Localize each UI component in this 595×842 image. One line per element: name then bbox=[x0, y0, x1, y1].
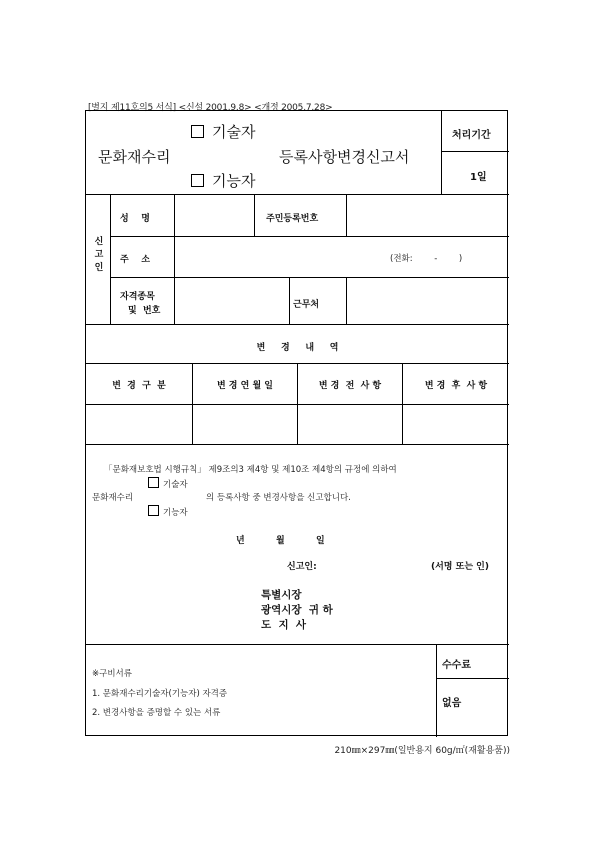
checkbox-icon[interactable] bbox=[191, 174, 204, 187]
declaration-line1: 「문화재보호법 시행규칙」 제9조의3 제4항 및 제10조 제4항의 규정에 의하여 bbox=[104, 465, 397, 475]
required-document-2: 2. 변경사항을 증명할 수 있는 서류 bbox=[92, 708, 221, 718]
change-report-form bbox=[85, 110, 508, 736]
change-details-title: 변 경 내 역 bbox=[256, 343, 339, 353]
recipient-line1: 특별시장 bbox=[261, 589, 302, 601]
processing-period-label: 처리기간 bbox=[452, 130, 491, 141]
qualification-label-2: 및 번호 bbox=[128, 306, 161, 316]
title-option-craftsman[interactable]: 기능자 bbox=[191, 170, 255, 191]
declaration-option-technician[interactable]: 기술자 bbox=[148, 477, 188, 490]
declaration-date: 년 월 일 bbox=[236, 536, 325, 546]
paper-size-note: 210㎜×297㎜(일반용지 60g/㎡(재활용품)) bbox=[334, 746, 510, 756]
before-change-field[interactable] bbox=[298, 405, 401, 443]
after-change-field[interactable] bbox=[403, 405, 508, 443]
after-change-header: 변 경 후 사 항 bbox=[424, 381, 488, 391]
rrn-label: 주민등록번호 bbox=[266, 214, 319, 224]
declaration-prefix: 문화재수리 bbox=[92, 493, 134, 503]
fee-value: 없음 bbox=[442, 698, 462, 709]
checkbox-icon[interactable] bbox=[148, 477, 159, 488]
applicant-signature-label: 신고인: bbox=[287, 562, 317, 572]
declaration-option-craftsman[interactable]: 기능자 bbox=[148, 505, 188, 518]
declaration-rest: 의 등록사항 중 변경사항을 신고합니다. bbox=[206, 493, 351, 503]
change-date-header: 변 경 연 월 일 bbox=[216, 381, 273, 391]
applicant-section-label: 신고인 bbox=[94, 237, 104, 273]
required-documents-title: ※구비서류 bbox=[92, 669, 132, 679]
change-date-field[interactable] bbox=[193, 405, 296, 443]
name-field[interactable] bbox=[175, 195, 253, 235]
address-field[interactable]: (전화: - ) bbox=[390, 254, 463, 264]
form-title-prefix: 문화재수리 bbox=[98, 148, 171, 166]
qualification-field[interactable] bbox=[175, 278, 288, 323]
rrn-field[interactable] bbox=[347, 195, 507, 235]
processing-period-value: 1일 bbox=[470, 172, 487, 183]
fee-label: 수수료 bbox=[442, 660, 471, 671]
recipient-line2: 광역시장 귀 하 bbox=[261, 604, 333, 616]
title-option-technician[interactable]: 기술자 bbox=[191, 121, 255, 142]
recipient-line3: 도 지 사 bbox=[261, 619, 307, 631]
form-title-suffix: 등록사항변경신고서 bbox=[279, 148, 410, 166]
before-change-header: 변 경 전 사 항 bbox=[318, 381, 382, 391]
checkbox-icon[interactable] bbox=[191, 125, 204, 138]
address-label: 주 소 bbox=[120, 255, 150, 265]
change-type-header: 변 경 구 분 bbox=[112, 381, 166, 391]
change-type-field[interactable] bbox=[87, 405, 191, 443]
checkbox-icon[interactable] bbox=[148, 505, 159, 516]
signature-note: (서명 또는 인) bbox=[431, 562, 489, 572]
name-label: 성 명 bbox=[120, 214, 150, 224]
workplace-label: 근무처 bbox=[293, 300, 320, 310]
workplace-field[interactable] bbox=[347, 278, 507, 323]
required-document-1: 1. 문화재수리기술자(기능자) 자격증 bbox=[92, 689, 228, 699]
qualification-label-1: 자격종목 bbox=[120, 292, 155, 302]
form-header-note: [별지 제11호의5 서식] <신설 2001.9.8> <개정 2005.7.28> bbox=[88, 103, 333, 113]
